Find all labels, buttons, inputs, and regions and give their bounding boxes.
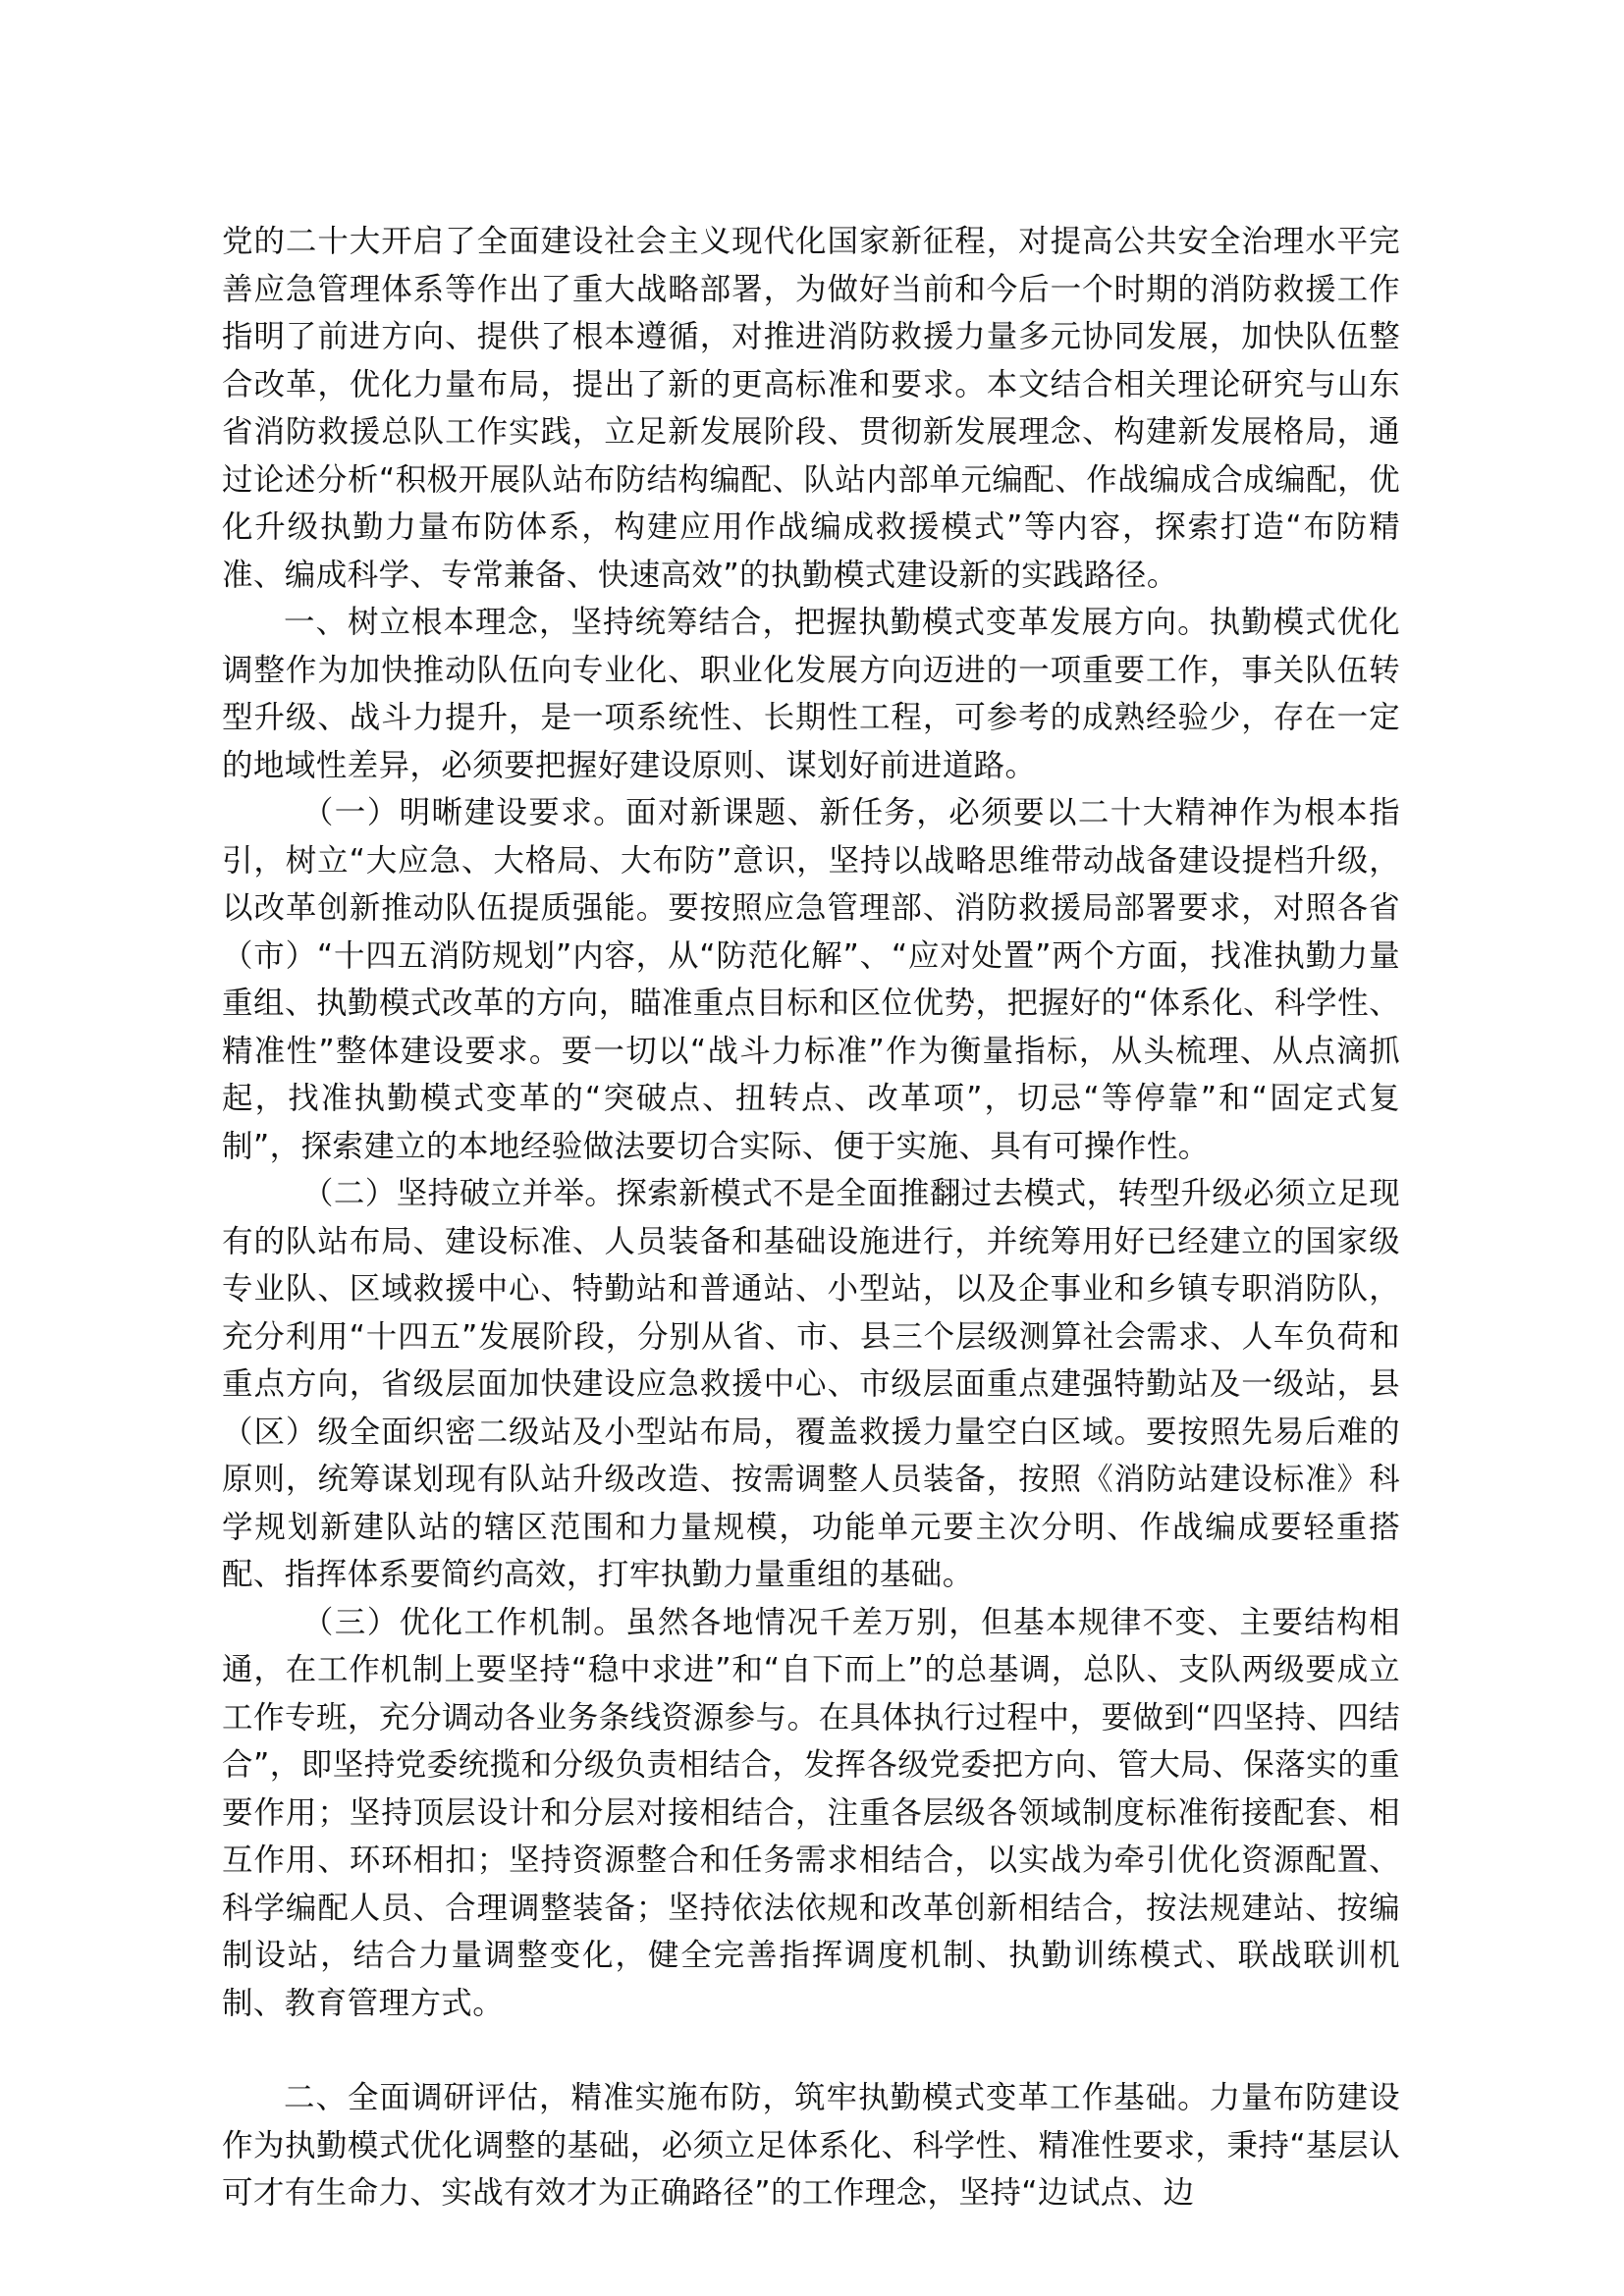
section-one-paragraph: 一、树立根本理念，坚持统筹结合，把握执勤模式变革发展方向。执勤模式优化调整作为加快推动队伍向专业化、职业化发展方向迈进的一项重要工作，事关队伍转型升级、战斗力提升，是一项系统性、长期性工程，可参考的成熟经验少，存在一定的地域性差异，必须要把握好建设原则、谋划好前进道路。 [222, 605, 1400, 783]
subsection-three-paragraph: （三）优化工作机制。虽然各地情况千差万别，但基本规律不变、主要结构相通，在工作机制上要坚持“稳中求进”和“自下而上”的总基调，总队、支队两级要成立工作专班，充分调动各业务条线资源参与。在具体执行过程中，要做到“四坚持、四结合”，即坚持党委统揽和分级负责相结合，发挥各级党委把方向、管大局、保落实的重要作用；坚持顶层设计和分层对接相结合，注重各层级各领域制度标准衔接配套、相互作用、环环相扣；坚持资源整合和任务需求相结合，以实战为牵引优化资源配置、科学编配人员、合理调整装备；坚持依法依规和改革创新相结合，按法规建站、按编制设站，结合力量调整变化，健全完善指挥调度机制、执勤训练模式、联战联训机制、教育管理方式。 [222, 1604, 1400, 2021]
subsection-one-paragraph: （一）明晰建设要求。面对新课题、新任务，必须要以二十大精神作为根本指引，树立“大应急、大格局、大布防”意识，坚持以战略思维带动战备建设提档升级，以改革创新推动队伍提质强能。要按照应急管理部、消防救援局部署要求，对照各省（市）“十四五消防规划”内容，从“防范化解”、“应对处置”两个方面，找准执勤力量重组、执勤模式改革的方向，瞄准重点目标和区位优势，把握好的“体系化、科学性、精准性”整体建设要求。要一切以“战斗力标准”作为衡量指标，从头梳理、从点滴抓起，找准执勤模式变革的“突破点、扭转点、改革项”，切忌“等停靠”和“固定式复制”，探索建立的本地经验做法要切合实际、便于实施、具有可操作性。 [222, 795, 1400, 1164]
subsection-two-paragraph: （二）坚持破立并举。探索新模式不是全面推翻过去模式，转型升级必须立足现有的队站布局、建设标准、人员装备和基础设施进行，并统筹用好已经建立的国家级专业队、区域救援中心、特勤站和普通站、小型站，以及企事业和乡镇专职消防队，充分利用“十四五”发展阶段，分别从省、市、县三个层级测算社会需求、人车负荷和重点方向，省级层面加快建设应急救援中心、市级层面重点建强特勤站及一级站，县（区）级全面织密二级站及小型站布局，覆盖救援力量空白区域。要按照先易后难的原则，统筹谋划现有队站升级改造、按需调整人员装备，按照《消防站建设标准》科学规划新建队站的辖区范围和力量规模，功能单元要主次分明、作战编成要轻重搭配、指挥体系要简约高效，打牢执勤力量重组的基础。 [222, 1176, 1400, 1592]
intro-paragraph: 党的二十大开启了全面建设社会主义现代化国家新征程，对提高公共安全治理水平完善应急管理体系等作出了重大战略部署，为做好当前和今后一个时期的消防救援工作指明了前进方向、提供了根本遵循，对推进消防救援力量多元协同发展，加快队伍整合改革，优化力量布局，提出了新的更高标准和要求。本文结合相关理论研究与山东省消防救援总队工作实践，立足新发展阶段、贯彻新发展理念、构建新发展格局，通过论述分析“积极开展队站布防结构编配、队站内部单元编配、作战编成合成编配，优化升级执勤力量布防体系，构建应用作战编成救援模式”等内容，探索打造“布防精准、编成科学、专常兼备、快速高效”的执勤模式建设新的实践路径。 [222, 224, 1400, 593]
document-page [222, 218, 1400, 2217]
section-two-paragraph: 二、全面调研评估，精准实施布防，筑牢执勤模式变革工作基础。力量布防建设作为执勤模式优化调整的基础，必须立足体系化、科学性、精准性要求，秉持“基层认可才有生命力、实战有效才为正确路径”的工作理念，坚持“边试点、边 [222, 2080, 1400, 2211]
